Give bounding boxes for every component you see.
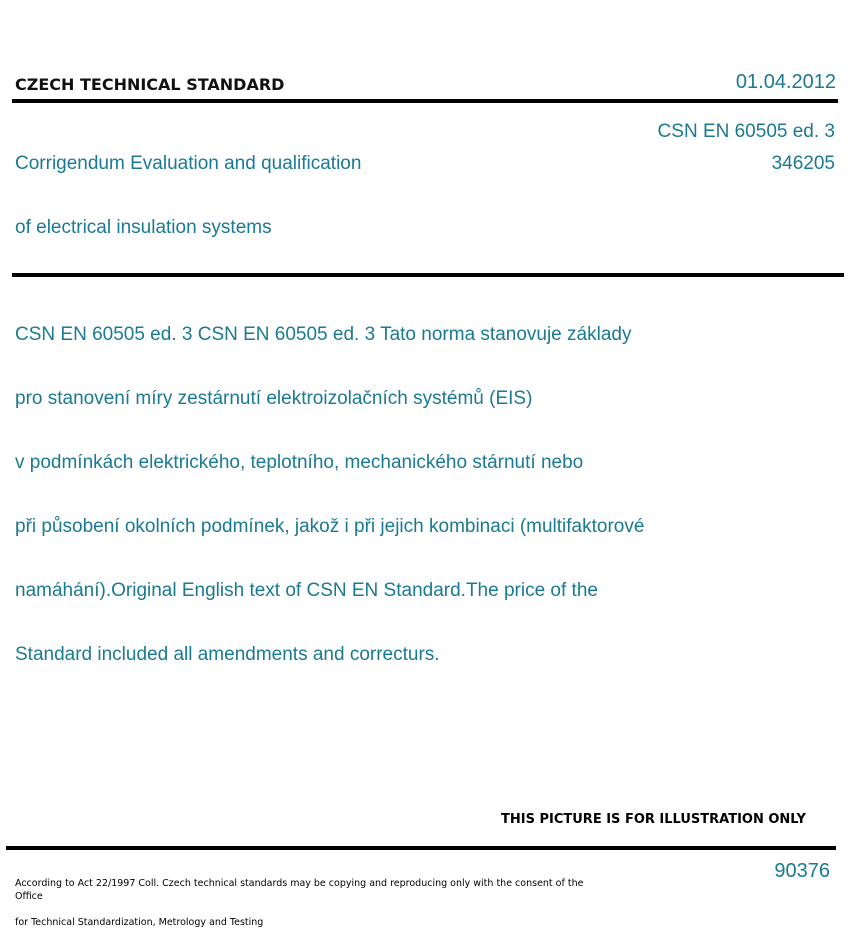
description-line: pro stanovení míry zestárnutí elektroizolačních systémů (EIS) xyxy=(15,388,533,409)
section-divider xyxy=(12,273,844,277)
document-type-label: CZECH TECHNICAL STANDARD xyxy=(15,75,285,94)
footer-divider xyxy=(6,846,836,850)
legal-notice xyxy=(15,864,585,942)
description-line: v podmínkách elektrického, teplotního, mechanického stárnutí nebo xyxy=(15,452,584,473)
description-line: při působení okolních podmínek, jakož i při jejich kombinaci (multifaktorové xyxy=(15,516,645,537)
issue-date: 01.04.2012 xyxy=(735,71,836,93)
standard-title xyxy=(15,116,361,276)
catalog-number: 90376 xyxy=(774,860,830,882)
description-line: Standard included all amendments and correcturs. xyxy=(15,644,440,665)
legal-notice-line-2: for Technical Standardization, Metrology and Testing xyxy=(15,917,264,928)
description-line: namáhání).Original English text of CSN EN Standard.The price of the xyxy=(15,580,598,601)
legal-notice-line-1: According to Act 22/1997 Coll. Czech technical standards may be copying and reproducing only with the consent of the Office xyxy=(15,878,584,902)
classification-code: 346205 xyxy=(771,153,835,174)
standard-codes xyxy=(658,116,835,180)
standard-designation: CSN EN 60505 ed. 3 xyxy=(657,121,835,142)
header-divider xyxy=(12,99,838,103)
illustration-notice: THIS PICTURE IS FOR ILLUSTRATION ONLY xyxy=(501,812,806,827)
description-line: CSN EN 60505 ed. 3 CSN EN 60505 ed. 3 Tato norma stanovuje základy xyxy=(15,324,632,345)
standard-description xyxy=(15,287,755,703)
standard-title-line-1: Corrigendum Evaluation and qualification xyxy=(15,153,362,174)
standard-title-line-2: of electrical insulation systems xyxy=(15,217,272,238)
